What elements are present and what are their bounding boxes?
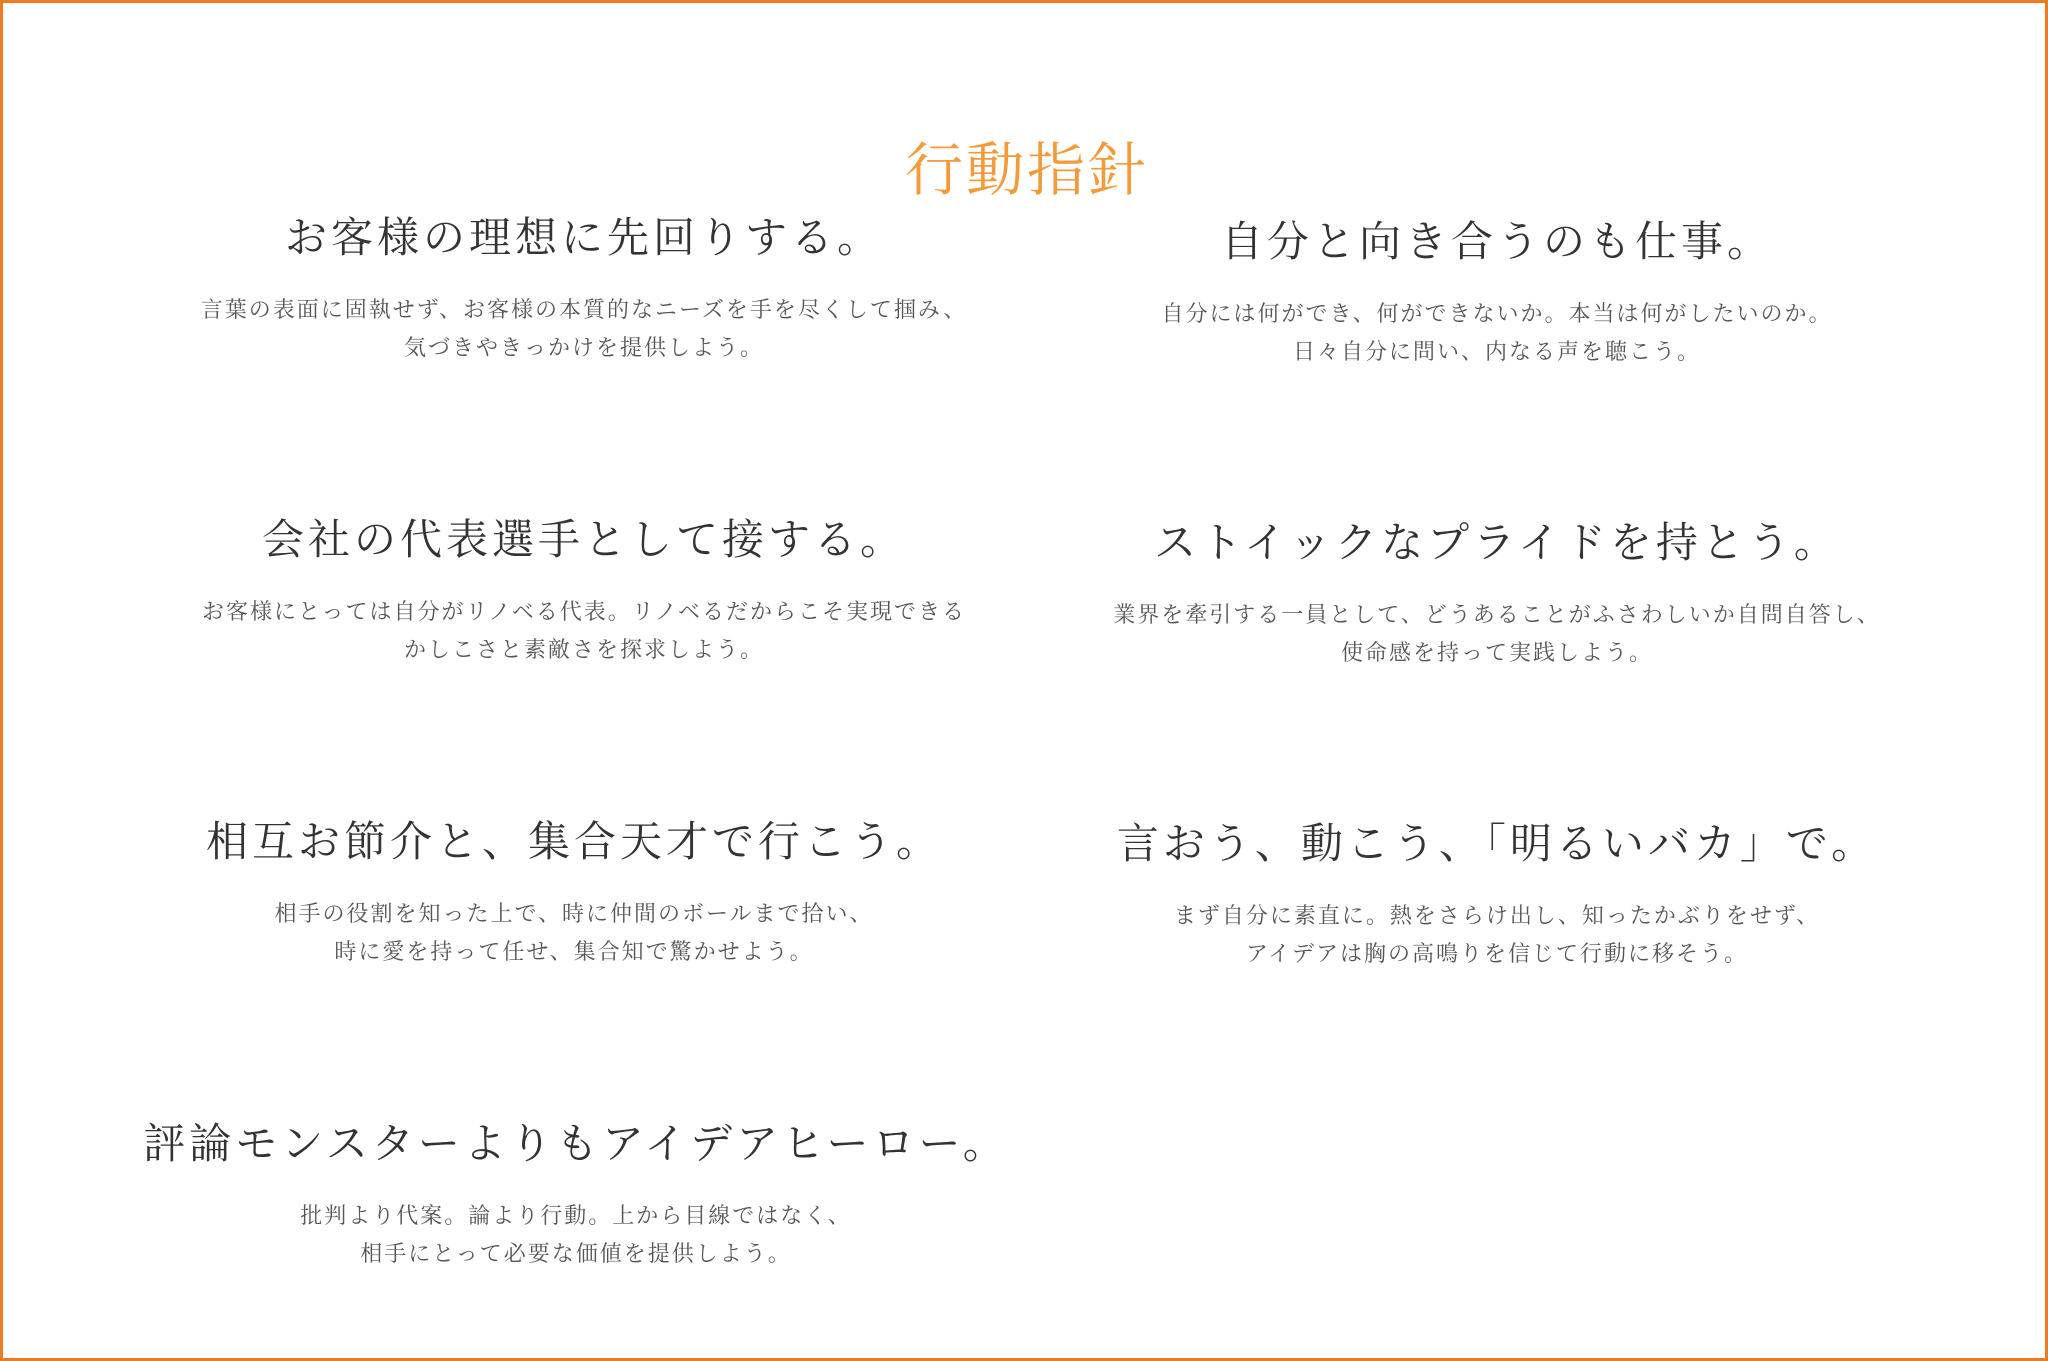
- principle-description: [1062, 296, 1932, 372]
- principle-heading: 評論モンスターよりもアイデアヒーロー。: [143, 1119, 1009, 1168]
- principle-item: [1062, 212, 1932, 372]
- principle-item: [141, 1114, 1011, 1274]
- principle-heading: 相互お節介と、集合天才で行こう。: [205, 817, 942, 866]
- principle-item: [1062, 513, 1932, 673]
- principle-description-line: 気づきやきっかけを提供しよう。: [403, 336, 764, 361]
- principle-item: [139, 812, 1009, 972]
- principle-description-line: かしこさと素敵さを探求しよう。: [403, 638, 764, 663]
- principle-description-line: 批判より代案。論より行動。上から目線ではなく、: [300, 1204, 852, 1229]
- principle-description-line: 相手にとって必要な価値を提供しよう。: [360, 1242, 792, 1267]
- principle-description: [139, 896, 1009, 972]
- principle-heading: 自分と向き合うのも仕事。: [1220, 217, 1773, 266]
- principle-item: [149, 510, 1019, 670]
- principle-heading: ストイックなプライドを持とう。: [1154, 518, 1840, 567]
- principle-description-line: 使命感を持って実践しよう。: [1340, 641, 1653, 666]
- principle-description: [1062, 597, 1932, 673]
- principle-description: [149, 292, 1019, 368]
- principle-description: [1062, 898, 1932, 974]
- principle-description-line: 自分には何ができ、何ができないか。本当は何がしたいのか。: [1161, 302, 1833, 327]
- principle-description-line: まず自分に素直に。熱をさらけ出し、知ったかぶりをせず、: [1173, 904, 1821, 929]
- principle-description-line: 時に愛を持って任せ、集合知で驚かせよう。: [334, 940, 814, 965]
- principle-description-line: 日々自分に問い、内なる声を聴こう。: [1292, 340, 1701, 365]
- principle-description: [149, 594, 1019, 670]
- principle-description-line: アイデアは胸の高鳴りを信じて行動に移そう。: [1245, 942, 1749, 967]
- principle-description: [141, 1198, 1011, 1274]
- page-title: 行動指針: [904, 135, 1149, 204]
- principle-description-line: 言葉の表面に固執せず、お客様の本質的なニーズを手を尽くして掴み、: [200, 298, 968, 323]
- principle-item: [149, 208, 1019, 368]
- principle-item: [1062, 814, 1932, 974]
- principle-heading: お客様の理想に先回りする。: [284, 213, 883, 262]
- principle-description-line: 相手の役割を知った上で、時に仲間のボールまで拾い、: [274, 902, 874, 927]
- principle-heading: 言おう、動こう、「明るいバカ」で。: [1116, 819, 1878, 868]
- principle-description-line: 業界を牽引する一員として、どうあることがふさわしいか自問自答し、: [1113, 603, 1881, 628]
- principle-description-line: お客様にとっては自分がリノベる代表。リノベるだからこそ実現できる: [201, 600, 967, 625]
- principle-heading: 会社の代表選手として接する。: [261, 515, 906, 564]
